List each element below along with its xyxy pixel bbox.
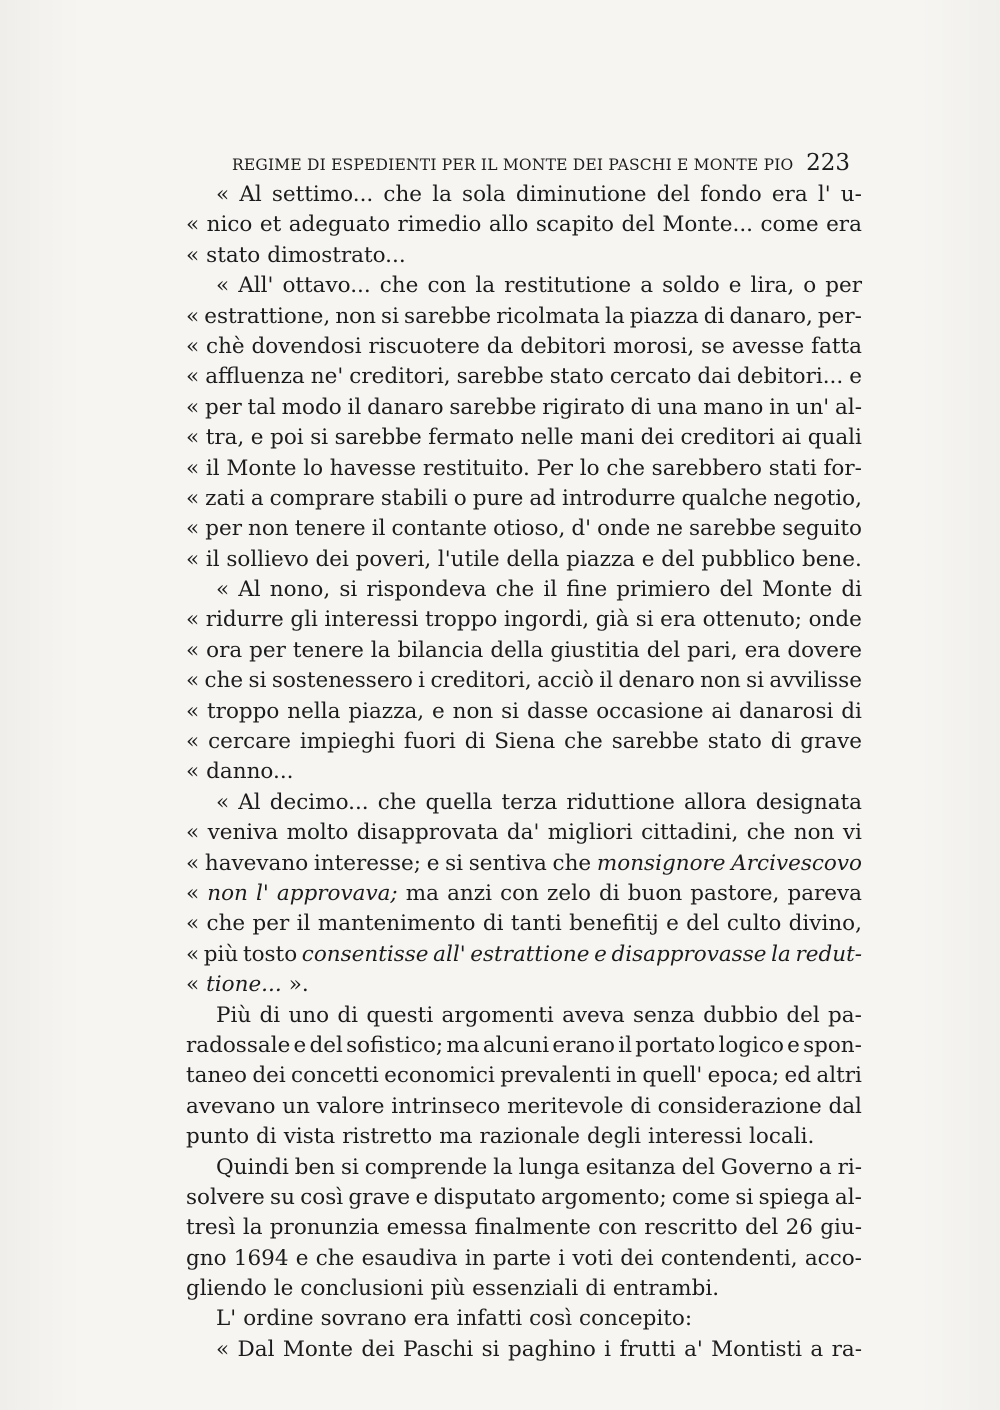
text-line: « il sollievo dei poveri, l'utile della piazza e del pubblico bene. <box>186 546 862 572</box>
text-line: « nico et adeguato rimedio allo scapito del Monte... come era <box>186 212 862 238</box>
text-line: « non l' approvava; ma anzi con zelo di buon pastore, pareva <box>186 880 862 906</box>
text-line: punto di vista ristretto ma razionale degli interessi locali. <box>186 1124 815 1150</box>
text-line: « All' ottavo... che con la restitutione a soldo e lira, o per <box>216 273 862 299</box>
running-head: REGIME DI ESPEDIENTI PER IL MONTE DEI PASCHI E MONTE PIO <box>232 156 794 174</box>
text-line: « veniva molto disapprovata da' migliori cittadini, che non vi <box>186 820 862 846</box>
text-line: « danno... <box>186 759 294 785</box>
text-line: L' ordine sovrano era infatti così concepito: <box>216 1306 693 1332</box>
page-number: 223 <box>806 150 850 176</box>
text-line: « zati a comprare stabili o pure ad introdurre qualche negotio, <box>186 485 862 511</box>
text-line: « più tosto consentisse all' estrattione e disapprovasse la redut- <box>186 941 862 967</box>
text-line: « affluenza ne' creditori, sarebbe stato cercato dai debitori... e <box>186 364 862 390</box>
text-line: « havevano interesse; e si sentiva che monsignore Arcivescovo <box>186 850 862 876</box>
text-line: « tione... ». <box>186 972 309 998</box>
text-line: gliendo le conclusioni più essenziali di entrambi. <box>186 1276 720 1302</box>
text-line: « Al decimo... che quella terza riduttione allora designata <box>216 789 862 815</box>
text-line: « ora per tenere la bilancia della giustitia del pari, era dovere <box>186 637 862 663</box>
text-line: gno 1694 e che esaudiva in parte i voti dei contendenti, acco- <box>186 1245 862 1271</box>
text-line: avevano un valore intrinseco meritevole di considerazione dal <box>186 1093 862 1119</box>
text-line: tresì la pronunzia emessa finalmente con rescritto del 26 giu- <box>186 1215 862 1241</box>
text-line: « per tal modo il danaro sarebbe rigirato di una mano in un' al- <box>186 394 862 420</box>
text-line: « il Monte lo havesse restituito. Per lo che sarebbero stati for- <box>186 455 862 481</box>
text-line: « cercare impieghi fuori di Siena che sarebbe stato di grave <box>186 729 862 755</box>
text-line: Quindi ben si comprende la lunga esitanza del Governo a ri- <box>216 1154 862 1180</box>
text-line: « Al settimo... che la sola diminutione del fondo era l' u- <box>216 182 862 207</box>
text-line: « che si sostenessero i creditori, acciò il denaro non si avvilisse <box>186 668 862 694</box>
text-line: « che per il mantenimento di tanti benefitij e del culto divino, <box>186 911 862 937</box>
text-line: « per non tenere il contante otioso, d' onde ne sarebbe seguito <box>186 516 862 542</box>
page-header <box>232 150 850 176</box>
text-line: « chè dovendosi riscuotere da debitori morosi, se avesse fatta <box>186 333 862 359</box>
text-line: « troppo nella piazza, e non si dasse occasione ai danarosi di <box>186 698 862 724</box>
text-line: « ridurre gli interessi troppo ingordi, già si era ottenuto; onde <box>186 607 862 633</box>
body-text <box>186 180 862 1365</box>
text-line: Più di uno di questi argomenti aveva senza dubbio del pa- <box>216 1002 862 1028</box>
text-line: « Dal Monte dei Paschi si paghino i frutti a' Montisti a ra- <box>216 1336 862 1362</box>
text-line: radossale e del sofistico; ma alcuni erano il portato logico e spon- <box>186 1032 862 1058</box>
text-line: « Al nono, si rispondeva che il fine primiero del Monte di <box>216 577 862 603</box>
text-line: taneo dei concetti economici prevalenti in quell' epoca; ed altri <box>186 1063 862 1089</box>
text-line: « tra, e poi si sarebbe fermato nelle mani dei creditori ai quali <box>186 425 862 451</box>
text-line: « estrattione, non si sarebbe ricolmata la piazza di danaro, per- <box>186 303 862 329</box>
text-line: solvere su così grave e disputato argomento; come si spiega al- <box>186 1184 862 1210</box>
text-line: « stato dimostrato... <box>186 242 406 268</box>
